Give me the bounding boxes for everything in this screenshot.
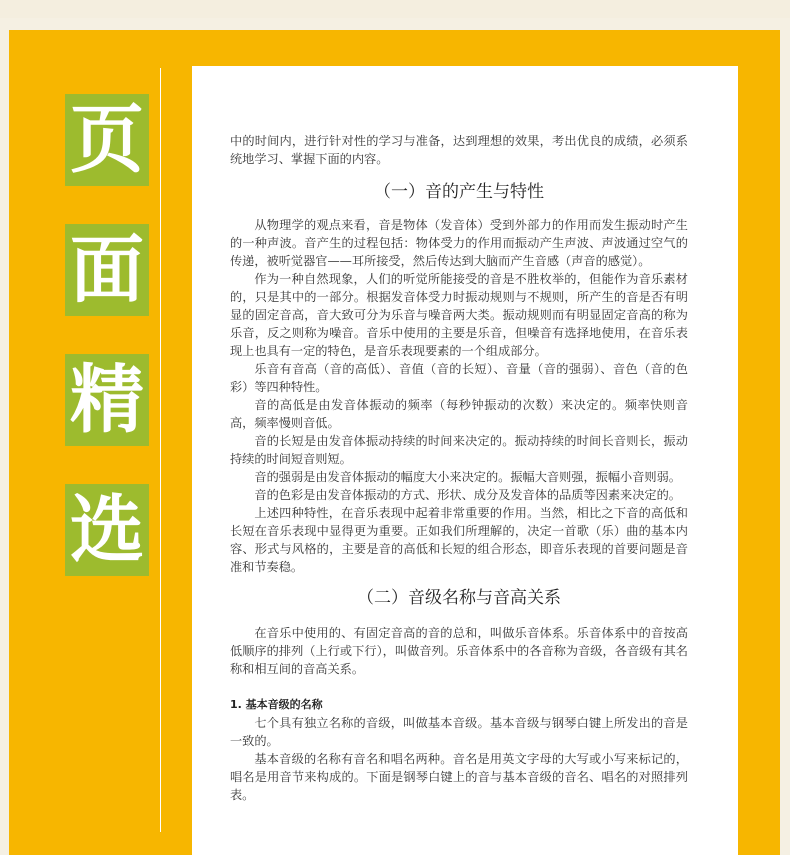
subheading: 1. 基本音级的名称 [230, 698, 323, 711]
title-char-2: 面 [65, 224, 149, 316]
sub-paragraph: 七个具有独立名称的音级，叫做基本音级。基本音级与钢琴白键上所发出的音是一致的。 [230, 716, 688, 748]
title-char-3: 精 [65, 354, 149, 446]
section1-paragraph: 音的高低是由发音体振动的频率（每秒钟振动的次数）来决定的。频率快则音高，频率慢则音低。 [230, 398, 688, 430]
page-content [230, 132, 688, 804]
section1-paragraph: 乐音有音高（音的高低）、音值（音的长短）、音量（音的强弱）、音色（音的色彩）等四种特性。 [230, 362, 688, 394]
section1-paragraph: 音的强弱是由发音体振动的幅度大小来决定的。振幅大音则强，振幅小音则弱。 [254, 470, 681, 484]
section2-heading: （二）音级名称与音高关系 [357, 588, 561, 608]
title-char-4: 选 [65, 484, 149, 576]
section1-paragraph: 从物理学的观点来看，音是物体（发音体）受到外部力的作用而发生振动时产生的一种声波。音产生的过程包括：物体受力的作用而振动产生声波、声波通过空气的传递，被听觉器官——耳所接受，然后传达到大脑而产生音感（声音的感觉）。 [230, 218, 688, 268]
section1-paragraph: 上述四种特性，在音乐表现中起着非常重要的作用。当然，相比之下音的高低和长短在音乐表现中显得更为重要。正如我们所理解的，决定一首歌（乐）曲的基本内容、形式与风格的，主要是音的高低和长短的组合形态，即音乐表现的首要问题是音准和节奏稳。 [230, 506, 688, 574]
top-strip [0, 0, 790, 18]
title-char-1: 页 [65, 94, 149, 186]
section1-paragraph: 音的色彩是由发音体振动的方式、形状、成分及发音体的品质等因素来决定的。 [254, 488, 681, 502]
section2-paragraph: 在音乐中使用的、有固定音高的音的总和，叫做乐音体系。乐音体系中的音按高低顺序的排列（上行或下行），叫做音列。乐音体系中的各音称为音级，各音级有其名称和相互间的音高关系。 [230, 626, 688, 676]
intro-paragraph: 中的时间内，进行针对性的学习与准备，达到理想的效果，考出优良的成绩，必须系统地学习、掌握下面的内容。 [230, 134, 688, 166]
divider-line [160, 68, 161, 832]
book-page [192, 66, 738, 855]
title-column [65, 94, 149, 614]
section1-heading: （一）音的产生与特性 [374, 182, 544, 202]
section1-paragraph: 音的长短是由发音体振动持续的时间来决定的。振动持续的时间长音则长，振动持续的时间短音则短。 [230, 434, 688, 466]
sub-paragraph: 基本音级的名称有音名和唱名两种。音名是用英文字母的大写或小写来标记的，唱名是用音节来构成的。下面是钢琴白键上的音与基本音级的音名、唱名的对照排列表。 [230, 752, 688, 802]
section1-paragraph: 作为一种自然现象，人们的听觉所能接受的音是不胜枚举的，但能作为音乐素材的，只是其中的一部分。根据发音体受力时振动规则与不规则，所产生的音是否有明显的固定音高，音大致可分为乐音与噪音两大类。振动规则而有明显固定音高的称为乐音，反之则称为噪音。音乐中使用的主要是乐音，但噪音有选择地使用，在音乐表现上也具有一定的特色，是音乐表现要素的一个组成部分。 [230, 272, 688, 358]
